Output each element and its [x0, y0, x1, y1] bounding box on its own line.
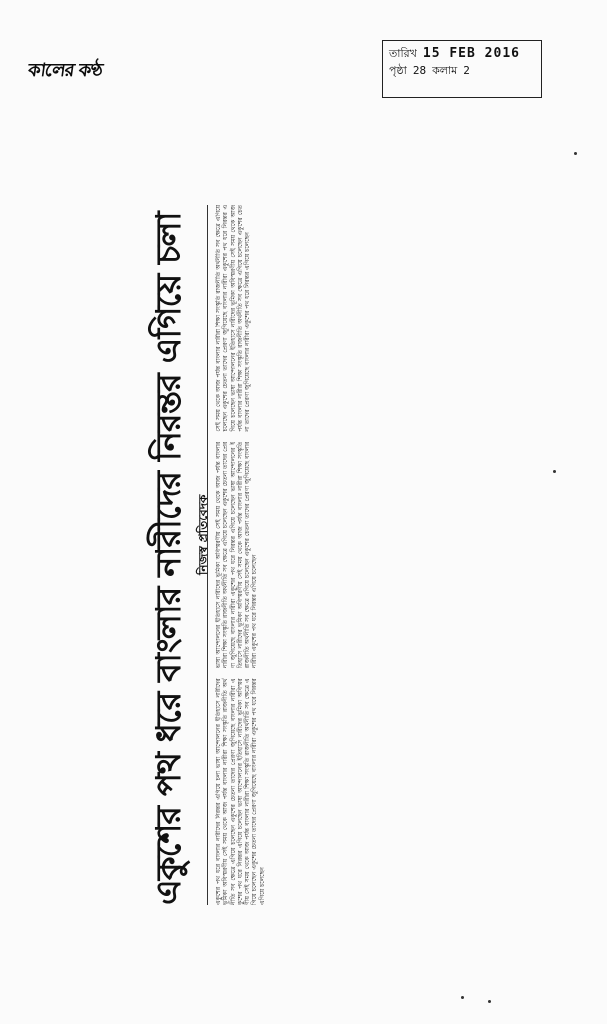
stamp-column-label: কলাম: [432, 64, 458, 77]
newspaper-masthead: কালের কণ্ঠ: [26, 60, 104, 81]
article-clipping: [145, 205, 465, 905]
stamp-page: 28: [412, 64, 427, 77]
article-headline: একুশের পথ ধরে বাংলার নারীদের নিরন্তর এগিয়ে চলা: [149, 212, 189, 905]
stamp-date-label: তারিখ: [389, 47, 417, 60]
scan-speck: [488, 1000, 491, 1003]
scan-speck: [574, 152, 577, 155]
stamp-page-label: পৃষ্ঠা: [389, 64, 407, 77]
article-column-1: একুশের পথ ধরে বাংলার নারীদের নিরন্তর এগিয়ে চলা ভাষা আন্দোলনের ইতিহাসে নারীদের ভূমিকা অবিস্মরণীয় সেই সময় থেকে আজ পর্যন্ত বাংলার নারীরা শিক্ষা সংস্কৃতি রাজনীতি অর্থনীতি সব ক্ষেত্রে এগিয়ে চলেছেন একুশের চেতনা তাদের প্রেরণা জুগিয়েছে বাংলার নারীরা একুশের পথ ধরে নিরন্তর এগিয়ে চলেছেন ভাষা আন্দোলনের ইতিহাসে নারীদের ভূমিকা অবিস্মরণীয় সেই সময় থেকে আজ পর্যন্ত বাংলার নারীরা শিক্ষা সংস্কৃতি রাজনীতি অর্থনীতি সব ক্ষেত্রে এগিয়ে চলেছেন একুশের চেতনা তাদের প্রেরণা জুগিয়েছে বাংলার নারীরা একুশের পথ ধরে নিরন্তর এগিয়ে চলেছেন: [215, 678, 266, 905]
clipping-stamp: [382, 40, 542, 98]
article-body: [215, 205, 465, 905]
article-dateline: নিজস্ব প্রতিবেদক: [196, 494, 210, 575]
stamp-date: 15 FEB 2016: [422, 46, 520, 61]
article-column-3: সেই সময় থেকে আজ পর্যন্ত বাংলার নারীরা শিক্ষা সংস্কৃতি রাজনীতি অর্থনীতি সব ক্ষেত্রে এগিয়ে চলেছেন একুশের চেতনা তাদের প্রেরণা জুগিয়েছে বাংলার নারীরা একুশের পথ ধরে নিরন্তর এগিয়ে চলেছেন ভাষা আন্দোলনের ইতিহাসে নারীদের ভূমিকা অবিস্মরণীয় সেই সময় থেকে আজ পর্যন্ত বাংলার নারীরা শিক্ষা সংস্কৃতি রাজনীতি অর্থনীতি সব ক্ষেত্রে এগিয়ে চলেছেন একুশের চেতনা তাদের প্রেরণা জুগিয়েছে বাংলার নারীরা একুশের পথ ধরে নিরন্তর এগিয়ে চলেছেন: [215, 205, 252, 432]
article-column-2: ভাষা আন্দোলনের ইতিহাসে নারীদের ভূমিকা অবিস্মরণীয় সেই সময় থেকে আজ পর্যন্ত বাংলার নারীরা শিক্ষা সংস্কৃতি রাজনীতি অর্থনীতি সব ক্ষেত্রে এগিয়ে চলেছেন একুশের চেতনা তাদের প্রেরণা জুগিয়েছে বাংলার নারীরা একুশের পথ ধরে নিরন্তর এগিয়ে চলেছেন ভাষা আন্দোলনের ইতিহাসে নারীদের ভূমিকা অবিস্মরণীয় সেই সময় থেকে আজ পর্যন্ত বাংলার নারীরা শিক্ষা সংস্কৃতি রাজনীতি অর্থনীতি সব ক্ষেত্রে এগিয়ে চলেছেন একুশের চেতনা তাদের প্রেরণা জুগিয়েছে বাংলার নারীরা একুশের পথ ধরে নিরন্তর এগিয়ে চলেছেন: [215, 441, 259, 669]
scan-speck: [461, 996, 464, 999]
scan-speck: [553, 470, 556, 473]
stamp-column: 2: [463, 64, 470, 77]
